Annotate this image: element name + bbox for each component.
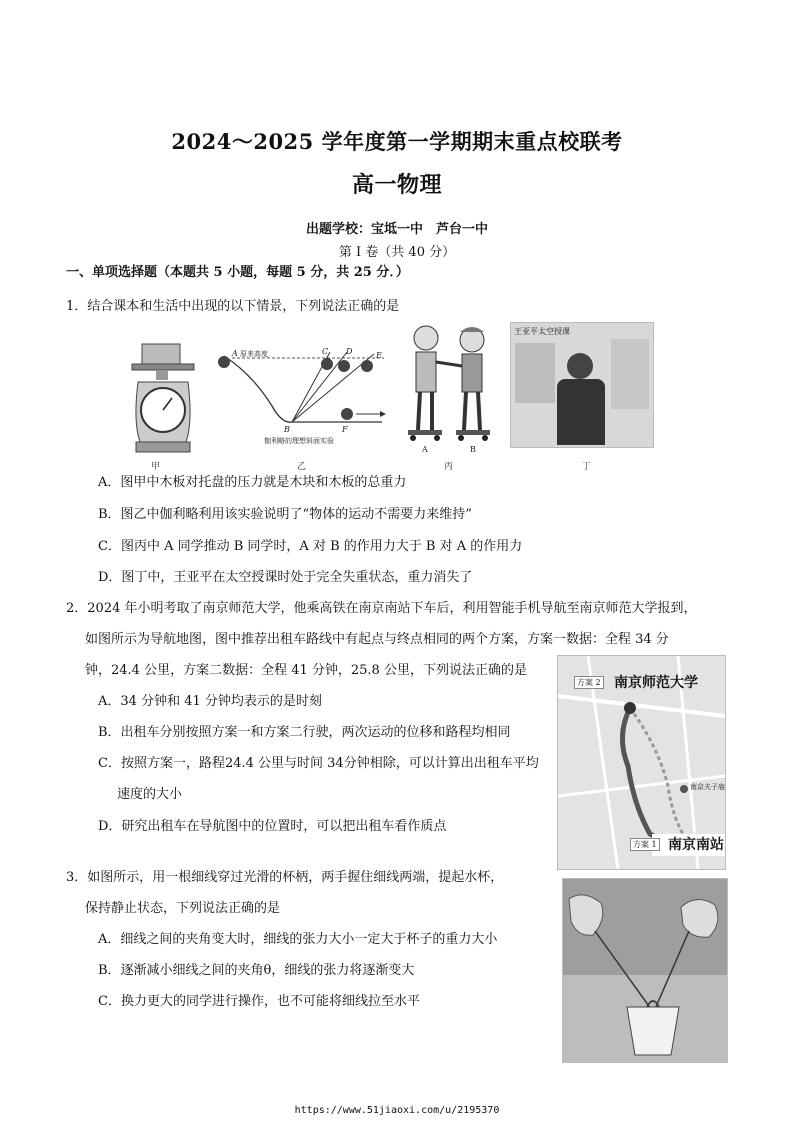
galileo-figure	[212, 344, 392, 449]
q2-option-b: B．出租车分别按照方案一和方案二行驶，两次运动的位移和路程均相同	[98, 725, 511, 740]
cup-drawing	[563, 879, 727, 1062]
q2-stem-line2: 如图所示为导航地图，图中推荐出租车路线中有起点与终点相同的两个方案，方案一数据：全程 34 分	[85, 632, 669, 647]
q2-option-a: A．34 分钟和 41 分钟均表示的是时刻	[98, 694, 322, 709]
kid-a-label: A	[422, 445, 428, 454]
point-f-label: F	[342, 425, 348, 434]
q1-stem: 1．结合课本和生活中出现的以下情景，下列说法正确的是	[66, 299, 400, 314]
space-lesson-label: 王亚平太空授课	[514, 327, 570, 336]
map-origin-label: 南京南站	[668, 837, 724, 853]
section-heading: 一、单项选择题（本题共 5 小题，每题 5 分，共 25 分．）	[66, 265, 409, 280]
space-lesson-photo	[510, 322, 654, 448]
subject-title: 高一物理	[351, 172, 442, 198]
point-a-label: A	[232, 349, 238, 358]
cup-photo	[562, 878, 728, 1063]
point-e-label: E	[376, 351, 382, 360]
q2-option-c-cont: 速度的大小	[117, 787, 183, 802]
galileo-caption: 伽利略的理想斜面实验	[264, 437, 334, 445]
q1-option-b: B．图乙中伽利略利用该实验说明了“物体的运动不需要力来维持”	[98, 507, 472, 522]
q2-stem-line3: 钟，24.4 公里，方案二数据：全程 41 分钟，25.8 公里，下列说法正确的是	[85, 663, 527, 678]
map-plan1-label: 方案 1	[630, 838, 660, 851]
original-height-label: 原来高度	[240, 350, 268, 358]
q2-stem-line1: 2．2024 年小明考取了南京师范大学，他乘高铁在南京南站下车后，利用智能手机导航至南京师范大学报到，	[66, 601, 697, 616]
navigation-map	[557, 655, 726, 870]
q1-option-d: D．图丁中，王亚平在太空授课时处于完全失重状态，重力消失了	[98, 570, 473, 585]
point-d-label: D	[346, 347, 353, 356]
map-poi-label: 南京夫子庙	[690, 783, 725, 791]
q2-option-c: C．按照方案一，路程24.4 公里与时间 34分钟相除，可以计算出出租车平均	[98, 756, 539, 771]
q3-option-b: B．逐渐减小细线之间的夹角θ，细线的张力将逐渐变大	[98, 963, 415, 978]
q3-stem-line1: 3．如图所示，用一根细线穿过光滑的杯柄，两手握住细线两端，提起水杯，	[66, 870, 504, 885]
kid-b-label: B	[470, 445, 476, 454]
caption-jia: 甲	[151, 462, 161, 472]
point-c-label: C	[322, 347, 329, 356]
map-plan2-label: 方案 2	[574, 676, 604, 689]
scale-figure	[128, 342, 198, 457]
caption-ding: 丁	[582, 462, 592, 472]
skateboard-figure	[402, 322, 496, 454]
q3-stem-line2: 保持静止状态，下列说法正确的是	[85, 901, 281, 916]
q3-option-a: A．细线之间的夹角变大时，细线的张力大小一定大于杯子的重力大小	[98, 932, 498, 947]
map-destination-label: 南京师范大学	[614, 675, 698, 691]
footer-url[interactable]: https://www.51jiaoxi.com/u/2195370	[294, 1105, 500, 1116]
caption-yi: 乙	[297, 462, 307, 472]
school-line: 出题学校：宝坻一中 芦台一中	[305, 222, 488, 237]
point-b-label: B	[284, 425, 290, 434]
q3-option-c: C．换力更大的同学进行操作，也不可能将细线拉至水平	[98, 994, 420, 1009]
caption-bing: 丙	[444, 462, 454, 472]
q1-option-c: C．图丙中 A 同学推动 B 同学时，A 对 B 的作用力大于 B 对 A 的作用力	[98, 539, 523, 554]
q2-option-d: D．研究出租车在导航图中的位置时，可以把出租车看作质点	[98, 819, 447, 834]
exam-title: 2024～2025 学年度第一学期期末重点校联考	[171, 129, 623, 154]
volume-label: 第 I 卷（共 40 分）	[338, 245, 456, 260]
q1-option-a: A．图甲中木板对托盘的压力就是木块和木板的总重力	[98, 475, 407, 490]
